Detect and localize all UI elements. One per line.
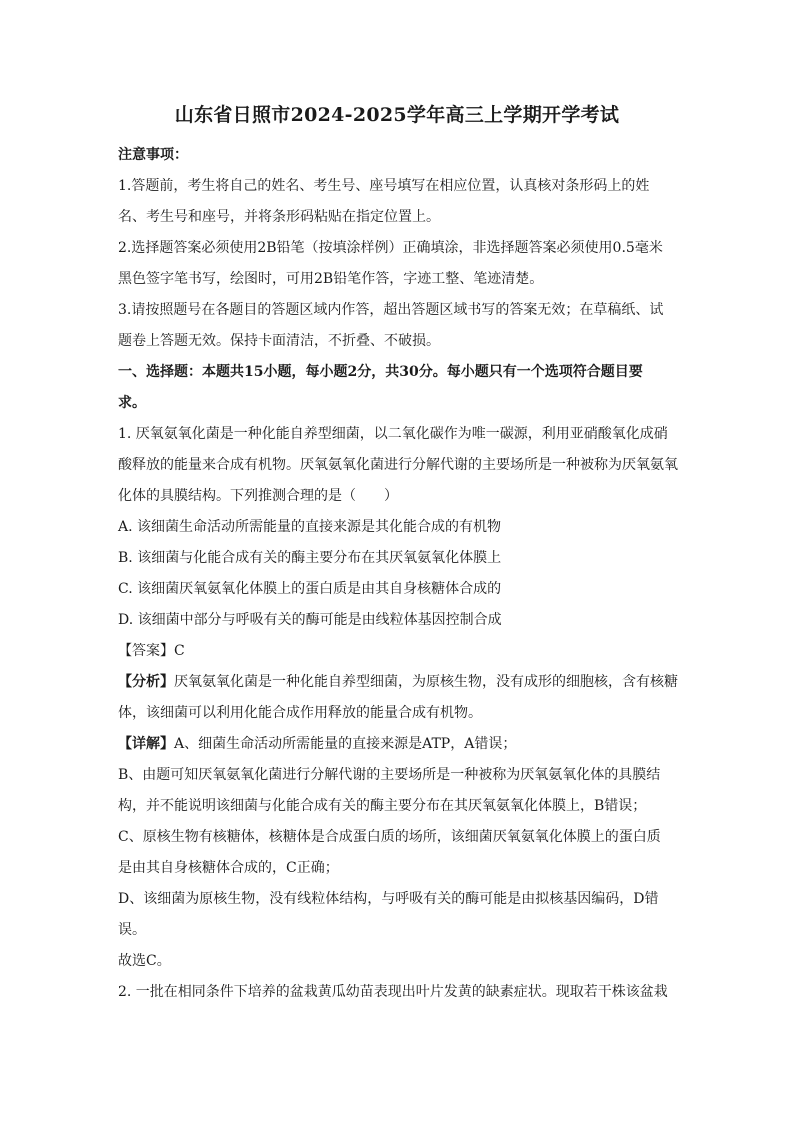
q1-detail-line-6: D、该细菌为原核生物，没有线粒体结构，与呼吸有关的酶可能是由拟核基因编码，D错 — [118, 891, 659, 907]
q1-analysis-line-1 — [118, 667, 676, 698]
q1-detail-line-4: C、原核生物有核糖体，核糖体是合成蛋白质的场所，该细菌厌氧氨氧化体膜上的蛋白质 — [118, 829, 661, 845]
q1-stem-line-3: 化体的具膜结构。下列推测合理的是（ ） — [118, 488, 398, 504]
detail-label: 【详解】 — [118, 736, 174, 752]
q1-detail-line-3: 构，并不能说明该细菌与化能合成有关的酶主要分布在其厌氧氨氧化体膜上，B错误； — [118, 798, 647, 814]
q1-detail-line-2: B、由题可知厌氧氨氧化菌进行分解代谢的主要场所是一种被称为厌氧氨氧化体的具膜结 — [118, 767, 661, 783]
notice-2-line-2: 黑色签字笔书写，绘图时，可用2B铅笔作答，字迹工整、笔迹清楚。 — [118, 271, 544, 287]
q1-detail-line-5: 是由其自身核糖体合成的，C正确； — [118, 860, 339, 876]
q1-detail-line-1 — [118, 729, 676, 760]
q1-answer: 【答案】C — [118, 643, 185, 659]
q1-stem-line-2: 酸释放的能量来合成有机物。厌氧氨氧化菌进行分解代谢的主要场所是一种被称为厌氧氨氧 — [118, 457, 678, 473]
notice-3-line-2: 题卷上答题无效。保持卡面清洁，不折叠、不破损。 — [118, 333, 440, 349]
notice-2-line-1: 2.选择题答案必须使用2B铅笔（按填涂样例）正确填涂，非选择题答案必须使用0.5毫米 — [118, 240, 663, 256]
q1-option-a: A. 该细菌生命活动所需能量的直接来源是其化能合成的有机物 — [118, 519, 502, 535]
q1-option-d: D. 该细菌中部分与呼吸有关的酶可能是由线粒体基因控制合成 — [118, 612, 502, 628]
analysis-text-1: 厌氧氨氧化菌是一种化能自养型细菌，为原核生物，没有成形的细胞核，含有核糖 — [174, 674, 678, 690]
notice-heading: 注意事项： — [118, 147, 188, 163]
section-heading-line-1: 一、选择题：本题共15小题，每小题2分，共30分。每小题只有一个选项符合题目要 — [118, 364, 643, 380]
notice-3-line-1: 3.请按照题号在各题目的答题区域内作答，超出答题区域书写的答案无效；在草稿纸、试 — [118, 302, 664, 318]
q1-conclusion: 故选C。 — [118, 953, 171, 969]
q1-analysis-line-2: 体，该细菌可以利用化能合成作用释放的能量合成有机物。 — [118, 705, 482, 721]
document-title: 山东省日照市2024-2025学年高三上学期开学考试 — [174, 104, 620, 126]
section-heading-line-2: 求。 — [118, 395, 146, 411]
q1-option-c: C. 该细菌厌氧氨氧化体膜上的蛋白质是由其自身核糖体合成的 — [118, 581, 502, 597]
q1-detail-line-7: 误。 — [118, 922, 146, 938]
analysis-label: 【分析】 — [118, 674, 174, 690]
q2-stem-line-1: 2. 一批在相同条件下培养的盆栽黄瓜幼苗表现出叶片发黄的缺素症状。现取若干株该盆栽 — [118, 984, 668, 1000]
q1-option-b: B. 该细菌与化能合成有关的酶主要分布在其厌氧氨氧化体膜上 — [118, 550, 502, 566]
notice-1-line-1: 1.答题前，考生将自己的姓名、考生号、座号填写在相应位置，认真核对条形码上的姓 — [118, 178, 650, 194]
notice-1-line-2: 名、考生号和座号，并将条形码粘贴在指定位置上。 — [118, 209, 440, 225]
q1-stem-line-1: 1. 厌氧氨氧化菌是一种化能自养型细菌，以二氧化碳作为唯一碳源，利用亚硝酸氧化成硝 — [118, 426, 668, 442]
detail-text-1: A、细菌生命活动所需能量的直接来源是ATP，A错误； — [174, 736, 517, 752]
